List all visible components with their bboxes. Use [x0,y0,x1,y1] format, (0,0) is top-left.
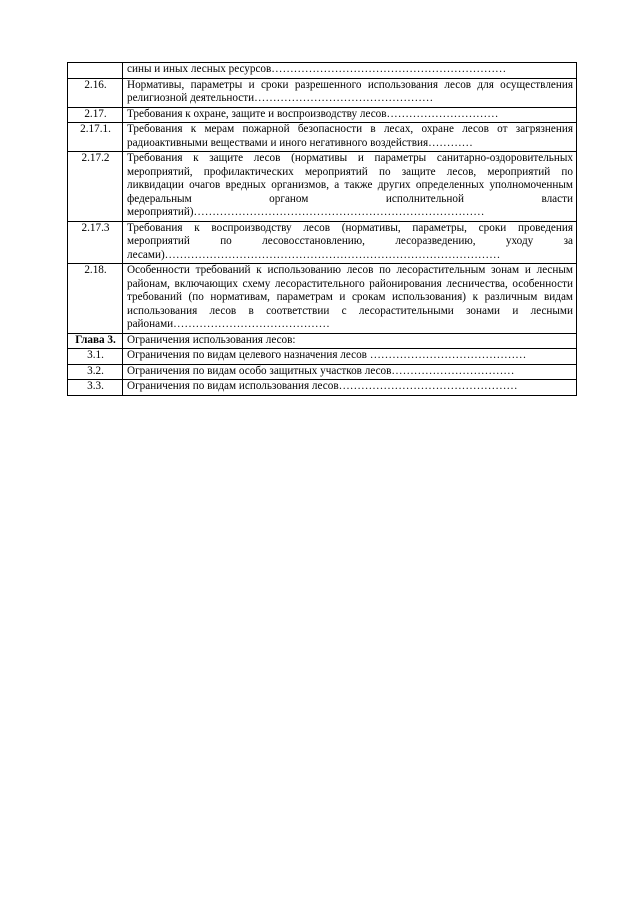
section-number: 2.16. [68,78,123,107]
table-row [68,78,577,107]
section-title: Нормативы, параметры и сроки разрешенного использования лесов для осуществления религиозной деятельности………………………………………… [123,78,577,107]
section-title: Ограничения по видам целевого назначения лесов …………………………………… [123,349,577,365]
section-title: Особенности требований к использованию лесов по лесорастительным зонам и лесным районам, включающих схему лесорастительного районирования лесничества, особенности требований (по нормативам, параметрам и срокам использования) к различным видам использования лесов в соответствии с лесорастительными зонами и лесными районами…………………………………… [123,264,577,334]
section-number: 3.3. [68,380,123,396]
table-row [68,107,577,123]
table-row [68,364,577,380]
section-number [68,63,123,79]
section-number: 2.17.1. [68,123,123,152]
table-row [68,63,577,79]
section-title: Требования к мерам пожарной безопасности в лесах, охране лесов от загрязнения радиоактивными веществами и иного негативного воздействия………… [123,123,577,152]
section-title: Ограничения по видам особо защитных участков лесов…………………………… [123,364,577,380]
table-row [68,221,577,264]
table-of-contents [67,62,577,396]
section-number: 3.1. [68,349,123,365]
table-row [68,152,577,222]
section-title: сины и иных лесных ресурсов……………………………………………………… [123,63,577,79]
section-number: 3.2. [68,364,123,380]
table-row [68,123,577,152]
section-number: 2.17.3 [68,221,123,264]
chapter-title: Ограничения использования лесов: [123,333,577,349]
chapter-number: Глава 3. [68,333,123,349]
section-number: 2.17. [68,107,123,123]
chapter-row [68,333,577,349]
table-row [68,264,577,334]
section-title: Ограничения по видам использования лесов………………………………………… [123,380,577,396]
table-row [68,349,577,365]
section-title: Требования к защите лесов (нормативы и параметры санитарно-оздоровительных мероприятий, профилактических мероприятий по защите лесов, мероприятий по ликвидации очагов вредных организмов, а также других определенных уполномоченным федеральным органом исполнительной власти мероприятий)…………………………………………………………………… [123,152,577,222]
section-title: Требования к воспроизводству лесов (нормативы, параметры, сроки проведения мероприятий по лесовосстановлению, лесоразведению, уходу за лесами)……………………………………………………………………………… [123,221,577,264]
section-number: 2.18. [68,264,123,334]
section-title: Требования к охране, защите и воспроизводству лесов………………………… [123,107,577,123]
section-number: 2.17.2 [68,152,123,222]
table-row [68,380,577,396]
